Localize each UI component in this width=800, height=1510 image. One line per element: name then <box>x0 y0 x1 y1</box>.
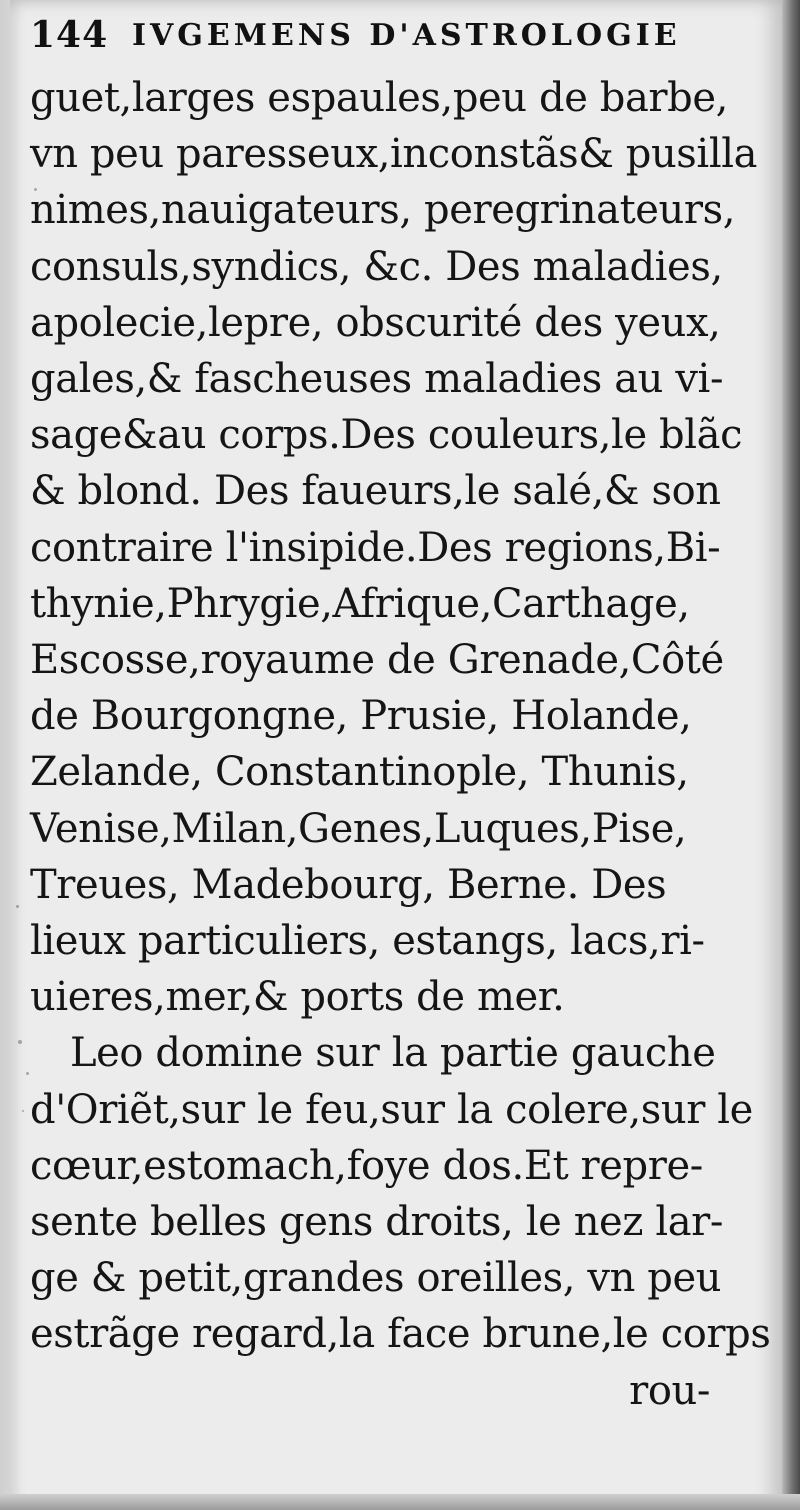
text-line: sage&au corps.Des couleurs,le blãc <box>30 412 743 459</box>
book-gutter-shadow <box>782 0 800 1510</box>
body-text <box>30 70 771 1419</box>
text-line: gales,& fascheuses maladies au vi- <box>30 356 724 403</box>
running-title: IVGEMENS D'ASTROLOGIE <box>132 18 681 53</box>
paper-speck <box>16 905 19 908</box>
text-line: cœur,estomach,foye dos.Et repre- <box>30 1142 703 1189</box>
text-line: vn peu paresseux,inconstãs& pusilla <box>30 131 758 178</box>
text-line: Venise,Milan,Genes,Luques,Pise, <box>30 805 687 852</box>
paper-speck <box>22 1110 24 1112</box>
paper-speck <box>18 1040 22 1044</box>
text-line: uieres,mer,& ports de mer. <box>30 974 565 1021</box>
text-line: contraire l'insipide.Des regions,Bi- <box>30 524 721 571</box>
text-line: nimes,nauigateurs, peregrinateurs, <box>30 187 736 234</box>
text-line: lieux particuliers, estangs, lacs,ri- <box>30 918 705 965</box>
text-line: Escosse,royaume de Grenade,Côté <box>30 637 724 684</box>
catchword: rou- <box>629 1367 710 1414</box>
page-number: 144 <box>30 14 109 56</box>
text-line: apolecie,lepre, obscurité des yeux, <box>30 299 721 346</box>
text-line: guet,larges espaules,peu de barbe, <box>30 75 728 121</box>
text-line: thynie,Phrygie,Afrique,Carthage, <box>30 580 690 627</box>
text-line: sente belles gens droits, le nez lar- <box>30 1199 723 1246</box>
text-line: estrãge regard,la face brune,le corps <box>30 1311 771 1358</box>
text-line: & blond. Des faueurs,le salé,& son <box>30 468 721 515</box>
text-line: ge & petit,grandes oreilles, vn peu <box>30 1255 722 1302</box>
paper-speck <box>26 1072 29 1075</box>
text-line: Zelande, Constantinople, Thunis, <box>30 749 689 796</box>
text-line: Treues, Madebourg, Berne. Des <box>30 861 667 908</box>
page-bottom-edge <box>0 1494 800 1510</box>
page-header <box>30 14 730 62</box>
text-line: de Bourgongne, Prusie, Holande, <box>30 693 692 740</box>
text-line: consuls,syndics, &c. Des maladies, <box>30 243 723 290</box>
paragraph-start-line: Leo domine sur la partie gauche <box>70 1030 716 1077</box>
text-line: d'Oriẽt,sur le feu,sur la colere,sur le <box>30 1086 753 1133</box>
